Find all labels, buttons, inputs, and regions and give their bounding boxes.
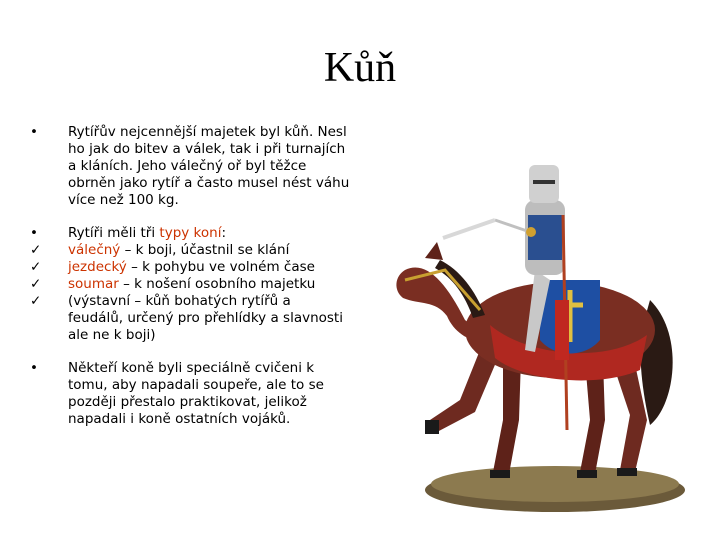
- bullet-dot-icon: •: [30, 124, 38, 140]
- check-icon: ✓: [30, 242, 42, 258]
- slide-content: [30, 124, 350, 428]
- war-horse-term: válečný: [68, 242, 121, 258]
- bullet-paragraph-1: [30, 124, 350, 209]
- riding-horse-desc: – k pohybu ve volném čase: [126, 259, 315, 275]
- war-horse-desc: – k boji, účastnil se klání: [120, 242, 290, 258]
- bullet-dot-icon: •: [30, 225, 38, 241]
- bullet-paragraph-2: [30, 225, 350, 242]
- show-horse-desc: (výstavní – kůň bohatých rytířů a feudálů, určený pro přehlídky a slavnosti ale ne k boji): [68, 293, 343, 343]
- bullet-dot-icon: •: [30, 360, 38, 376]
- check-icon: ✓: [30, 259, 42, 275]
- check-item-pack-horse: [30, 276, 350, 293]
- pack-horse-term: soumar: [68, 276, 119, 292]
- slide-title: Kůň: [323, 45, 397, 91]
- check-icon: ✓: [30, 276, 42, 292]
- check-item-war-horse: [30, 242, 350, 259]
- paragraph-2-end: :: [221, 225, 227, 241]
- paragraph-1-text: Rytířův nejcennější majetek byl kůň. Nesl ho jak do bitev a válek, tak i při turnajích a kláních. Jeho válečný oř byl těžce obrněn jako rytíř a často musel nést váhu více než 100 kg.: [68, 124, 350, 208]
- paragraph-2-lead: Rytíři měli tři: [68, 225, 160, 241]
- knight-on-horse-image: [385, 120, 685, 520]
- horse-types-highlight: typy koní: [159, 225, 222, 241]
- bullet-paragraph-3: [30, 360, 350, 428]
- check-item-riding-horse: [30, 259, 350, 276]
- pack-horse-desc: – k nošení osobního majetku: [118, 276, 316, 292]
- paragraph-3-text: Někteří koně byli speciálně cvičeni k tomu, aby napadali soupeře, ale to se později přestalo praktikovat, jelikož napadali i koně ostatních vojáků.: [68, 360, 324, 427]
- check-icon: ✓: [30, 293, 42, 309]
- check-item-show-horse: [30, 293, 350, 344]
- riding-horse-term: jezdecký: [68, 259, 127, 275]
